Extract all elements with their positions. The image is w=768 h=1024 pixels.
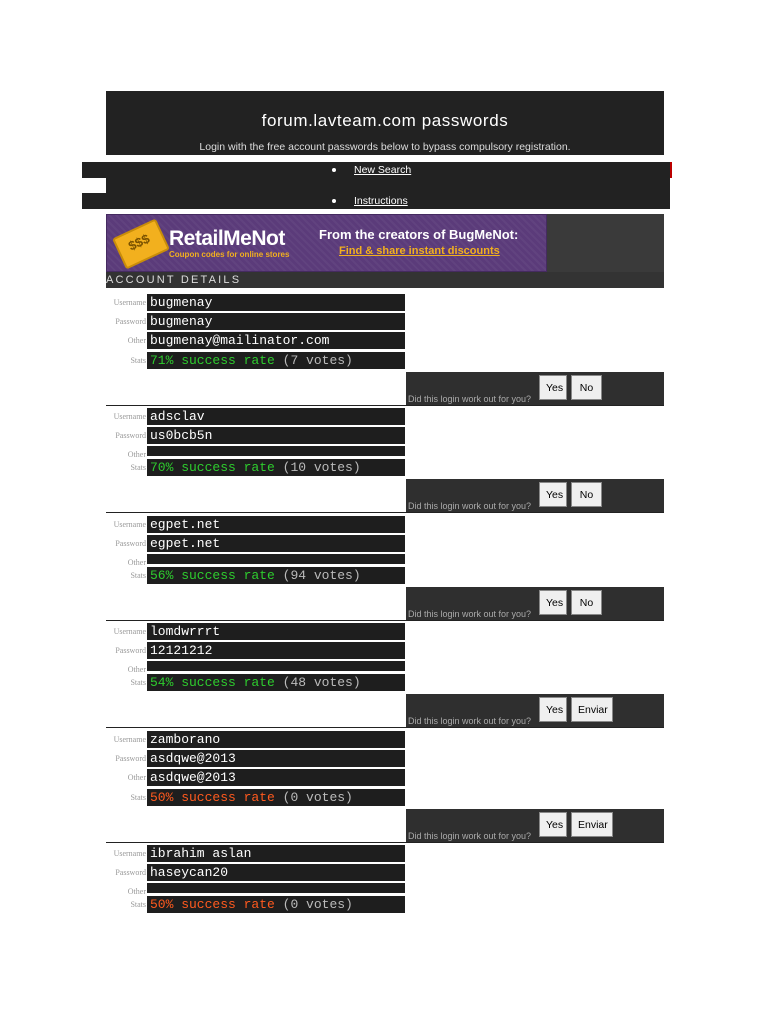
password-label: Password <box>115 754 146 763</box>
username-value[interactable]: adsclav <box>147 408 405 425</box>
vote-no-button[interactable]: No <box>571 482 602 507</box>
stats-label: Stats <box>130 678 146 687</box>
other-value[interactable]: asdqwe@2013 <box>147 769 405 786</box>
bullet-icon <box>332 168 336 172</box>
password-value[interactable]: 12121212 <box>147 642 405 659</box>
other-value[interactable] <box>147 661 405 671</box>
account-divider <box>106 405 664 406</box>
ad-container <box>106 214 664 272</box>
username-row <box>106 623 406 641</box>
nav-item-new-search <box>332 164 411 176</box>
username-value[interactable]: lomdwrrrt <box>147 623 405 640</box>
vote-count: (0 votes) <box>282 790 353 805</box>
username-label: Username <box>113 412 146 421</box>
stats-label: Stats <box>130 793 146 802</box>
stats-value <box>147 789 405 806</box>
site-header <box>106 91 664 155</box>
password-label: Password <box>115 646 146 655</box>
vote-no-button[interactable]: No <box>571 590 602 615</box>
ad-brand: RetailMeNot <box>169 227 285 250</box>
success-rate: 71% success rate <box>150 353 275 368</box>
vote-panel <box>406 479 664 512</box>
password-label: Password <box>115 868 146 877</box>
vote-count: (0 votes) <box>282 897 353 912</box>
vote-question: Did this login work out for you? <box>408 394 532 404</box>
vote-yes-button[interactable]: Yes <box>539 590 567 615</box>
vote-panel <box>406 372 664 405</box>
password-row <box>106 313 406 331</box>
password-row <box>106 642 406 660</box>
password-value[interactable]: asdqwe@2013 <box>147 750 405 767</box>
other-value[interactable] <box>147 554 405 564</box>
ad-promo-headline: From the creators of BugMeNot: <box>319 227 519 242</box>
stats-value <box>147 567 405 584</box>
page-subtitle: Login with the free account passwords below to bypass compulsory registration. <box>199 141 571 153</box>
other-value[interactable] <box>147 883 405 893</box>
stats-row <box>106 896 406 914</box>
vote-question: Did this login work out for you? <box>408 716 532 726</box>
other-label: Other <box>127 336 146 345</box>
vote-yes-button[interactable]: Yes <box>539 812 567 837</box>
password-value[interactable]: egpet.net <box>147 535 405 552</box>
username-value[interactable]: bugmenay <box>147 294 405 311</box>
stats-row <box>106 459 406 477</box>
password-row <box>106 535 406 553</box>
password-value[interactable]: haseycan20 <box>147 864 405 881</box>
other-value[interactable] <box>147 446 405 456</box>
username-label: Username <box>113 298 146 307</box>
username-row <box>106 845 406 863</box>
stats-row <box>106 352 406 370</box>
account-divider <box>106 512 664 513</box>
username-value[interactable]: zamborano <box>147 731 405 748</box>
success-rate: 70% success rate <box>150 460 275 475</box>
username-row <box>106 408 406 426</box>
password-label: Password <box>115 539 146 548</box>
instructions-link[interactable]: Instructions <box>354 195 408 207</box>
vote-question: Did this login work out for you? <box>408 501 532 511</box>
stats-label: Stats <box>130 571 146 580</box>
vote-question: Did this login work out for you? <box>408 831 532 841</box>
vote-count: (7 votes) <box>282 353 353 368</box>
vote-no-button[interactable]: Enviar <box>571 812 613 837</box>
vote-question: Did this login work out for you? <box>408 609 532 619</box>
vote-yes-button[interactable]: Yes <box>539 375 567 400</box>
vote-count: (94 votes) <box>282 568 361 583</box>
coupon-ticket-icon: $$$ <box>112 218 170 269</box>
vote-yes-button[interactable]: Yes <box>539 482 567 507</box>
retailmenot-ad-banner[interactable] <box>106 214 547 272</box>
nav-bar-middle <box>106 178 670 193</box>
vote-panel <box>406 587 664 620</box>
account-divider <box>106 727 664 728</box>
stats-label: Stats <box>130 356 146 365</box>
username-row <box>106 516 406 534</box>
other-label: Other <box>127 665 146 674</box>
password-row <box>106 427 406 445</box>
other-value[interactable]: bugmenay@mailinator.com <box>147 332 405 349</box>
username-label: Username <box>113 735 146 744</box>
ad-promo-link[interactable]: Find & share instant discounts <box>339 245 500 257</box>
password-label: Password <box>115 431 146 440</box>
account-details-heading: ACCOUNT DETAILS <box>106 272 664 288</box>
vote-count: (10 votes) <box>282 460 361 475</box>
stats-row <box>106 674 406 692</box>
bullet-icon <box>332 199 336 203</box>
success-rate: 54% success rate <box>150 675 275 690</box>
other-label: Other <box>127 773 146 782</box>
username-row <box>106 294 406 312</box>
username-value[interactable]: ibrahim aslan <box>147 845 405 862</box>
new-search-link[interactable]: New Search <box>354 164 412 176</box>
vote-panel <box>406 809 664 842</box>
stats-value <box>147 896 405 913</box>
stats-value <box>147 459 405 476</box>
username-label: Username <box>113 520 146 529</box>
vote-panel <box>406 694 664 727</box>
stats-value <box>147 352 405 369</box>
vote-no-button[interactable]: Enviar <box>571 697 613 722</box>
other-row <box>106 332 406 350</box>
account-divider <box>106 842 664 843</box>
vote-yes-button[interactable]: Yes <box>539 697 567 722</box>
stats-label: Stats <box>130 900 146 909</box>
vote-count: (48 votes) <box>282 675 361 690</box>
stats-row <box>106 567 406 585</box>
vote-no-button[interactable]: No <box>571 375 602 400</box>
password-label: Password <box>115 317 146 326</box>
other-label: Other <box>127 558 146 567</box>
nav-item-instructions <box>332 195 408 207</box>
stats-value <box>147 674 405 691</box>
page-title: forum.lavteam.com passwords <box>261 111 509 130</box>
ad-brand-tagline: Coupon codes for online stores <box>169 250 290 259</box>
other-row <box>106 769 406 787</box>
password-value[interactable]: bugmenay <box>147 313 405 330</box>
other-label: Other <box>127 887 146 896</box>
account-divider <box>106 620 664 621</box>
username-label: Username <box>113 627 146 636</box>
username-row <box>106 731 406 749</box>
username-value[interactable]: egpet.net <box>147 516 405 533</box>
other-label: Other <box>127 450 146 459</box>
success-rate: 56% success rate <box>150 568 275 583</box>
password-row <box>106 864 406 882</box>
password-row <box>106 750 406 768</box>
username-label: Username <box>113 849 146 858</box>
stats-row <box>106 789 406 807</box>
success-rate: 50% success rate <box>150 790 275 805</box>
stats-label: Stats <box>130 463 146 472</box>
success-rate: 50% success rate <box>150 897 275 912</box>
password-value[interactable]: us0bcb5n <box>147 427 405 444</box>
